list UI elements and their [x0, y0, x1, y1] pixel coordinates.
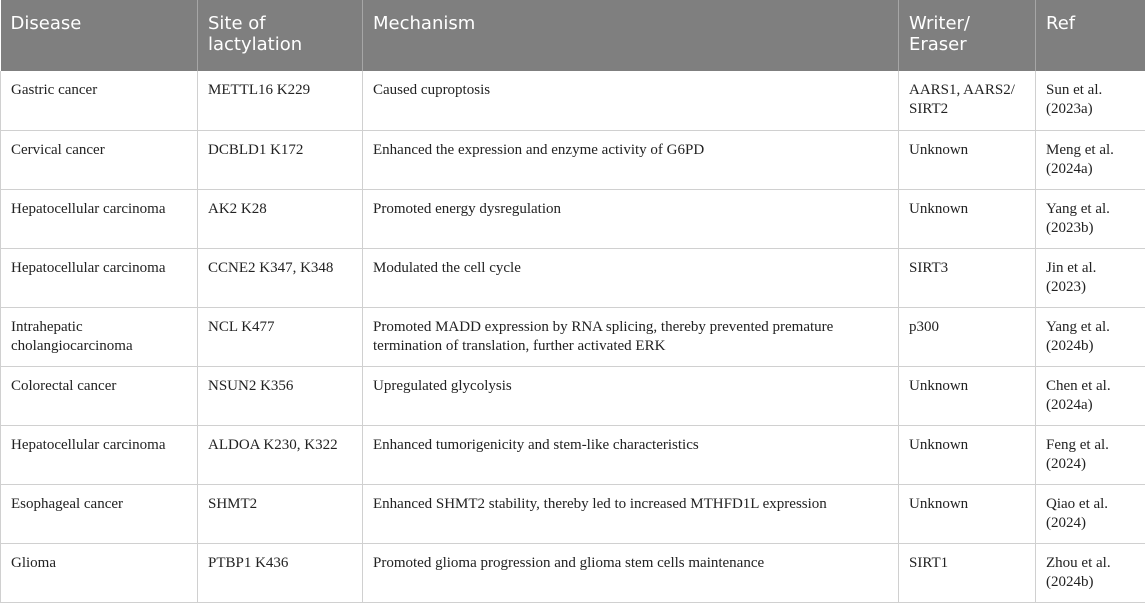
- cell-mechanism: Enhanced tumorigenicity and stem-like characteristics: [363, 425, 899, 484]
- cell-mechanism: Promoted MADD expression by RNA splicing, thereby prevented premature termination of translation, further activated ERK: [363, 307, 899, 366]
- cell-disease: Hepatocellular carcinoma: [1, 248, 198, 307]
- cell-disease: Hepatocellular carcinoma: [1, 425, 198, 484]
- cell-mechanism: Upregulated glycolysis: [363, 366, 899, 425]
- cell-mechanism: Enhanced the expression and enzyme activity of G6PD: [363, 130, 899, 189]
- cell-disease: Glioma: [1, 543, 198, 602]
- cell-disease: Cervical cancer: [1, 130, 198, 189]
- header-ref: Ref: [1036, 0, 1145, 71]
- cell-site: DCBLD1 K172: [198, 130, 363, 189]
- cell-mechanism: Promoted glioma progression and glioma stem cells maintenance: [363, 543, 899, 602]
- cell-mechanism: Caused cuproptosis: [363, 71, 899, 130]
- cell-writer-eraser: Unknown: [899, 189, 1036, 248]
- table-row: [1, 307, 1145, 366]
- table-row: [1, 130, 1145, 189]
- cell-ref: Zhou et al. (2024b): [1036, 543, 1145, 602]
- cell-writer-eraser: Unknown: [899, 484, 1036, 543]
- cell-writer-eraser: p300: [899, 307, 1036, 366]
- cell-ref: Yang et al. (2023b): [1036, 189, 1145, 248]
- header-writer-eraser: Writer/ Eraser: [899, 0, 1036, 71]
- cell-site: NCL K477: [198, 307, 363, 366]
- header-mechanism: Mechanism: [363, 0, 899, 71]
- cell-ref: Qiao et al. (2024): [1036, 484, 1145, 543]
- cell-disease: Esophageal cancer: [1, 484, 198, 543]
- table-body: [1, 71, 1145, 602]
- cell-site: SHMT2: [198, 484, 363, 543]
- table-row: [1, 425, 1145, 484]
- cell-writer-eraser: SIRT3: [899, 248, 1036, 307]
- header-row: [1, 0, 1145, 71]
- cell-writer-eraser: Unknown: [899, 130, 1036, 189]
- header-disease: Disease: [10, 13, 82, 34]
- cell-writer-eraser: AARS1, AARS2/ SIRT2: [899, 71, 1036, 130]
- table-row: [1, 484, 1145, 543]
- cell-ref: Meng et al. (2024a): [1036, 130, 1145, 189]
- cell-writer-eraser: SIRT1: [899, 543, 1036, 602]
- cell-site: AK2 K28: [198, 189, 363, 248]
- cell-ref: Yang et al. (2024b): [1036, 307, 1145, 366]
- cell-disease: Gastric cancer: [1, 71, 198, 130]
- table-row: [1, 71, 1145, 130]
- cell-ref: Feng et al. (2024): [1036, 425, 1145, 484]
- cell-writer-eraser: Unknown: [899, 425, 1036, 484]
- table-row: [1, 248, 1145, 307]
- header-site-of-lactylation: Site of lactylation: [198, 0, 363, 71]
- cell-mechanism: Promoted energy dysregulation: [363, 189, 899, 248]
- cell-site: ALDOA K230, K322: [198, 425, 363, 484]
- cell-ref: Jin et al. (2023): [1036, 248, 1145, 307]
- cell-site: NSUN2 K356: [198, 366, 363, 425]
- cell-writer-eraser: Unknown: [899, 366, 1036, 425]
- table-row: [1, 366, 1145, 425]
- table-header: [1, 0, 1145, 71]
- cell-mechanism: Enhanced SHMT2 stability, thereby led to increased MTHFD1L expression: [363, 484, 899, 543]
- table-row: [1, 543, 1145, 602]
- cell-disease: Hepatocellular carcinoma: [1, 189, 198, 248]
- table-row: [1, 189, 1145, 248]
- cell-disease: Intrahepatic cholangiocarcinoma: [1, 307, 198, 366]
- cell-ref: Chen et al. (2024a): [1036, 366, 1145, 425]
- cell-site: METTL16 K229: [198, 71, 363, 130]
- cell-ref: Sun et al. (2023a): [1036, 71, 1145, 130]
- cell-disease: Colorectal cancer: [1, 366, 198, 425]
- cell-mechanism: Modulated the cell cycle: [363, 248, 899, 307]
- cell-site: CCNE2 K347, K348: [198, 248, 363, 307]
- cell-site: PTBP1 K436: [198, 543, 363, 602]
